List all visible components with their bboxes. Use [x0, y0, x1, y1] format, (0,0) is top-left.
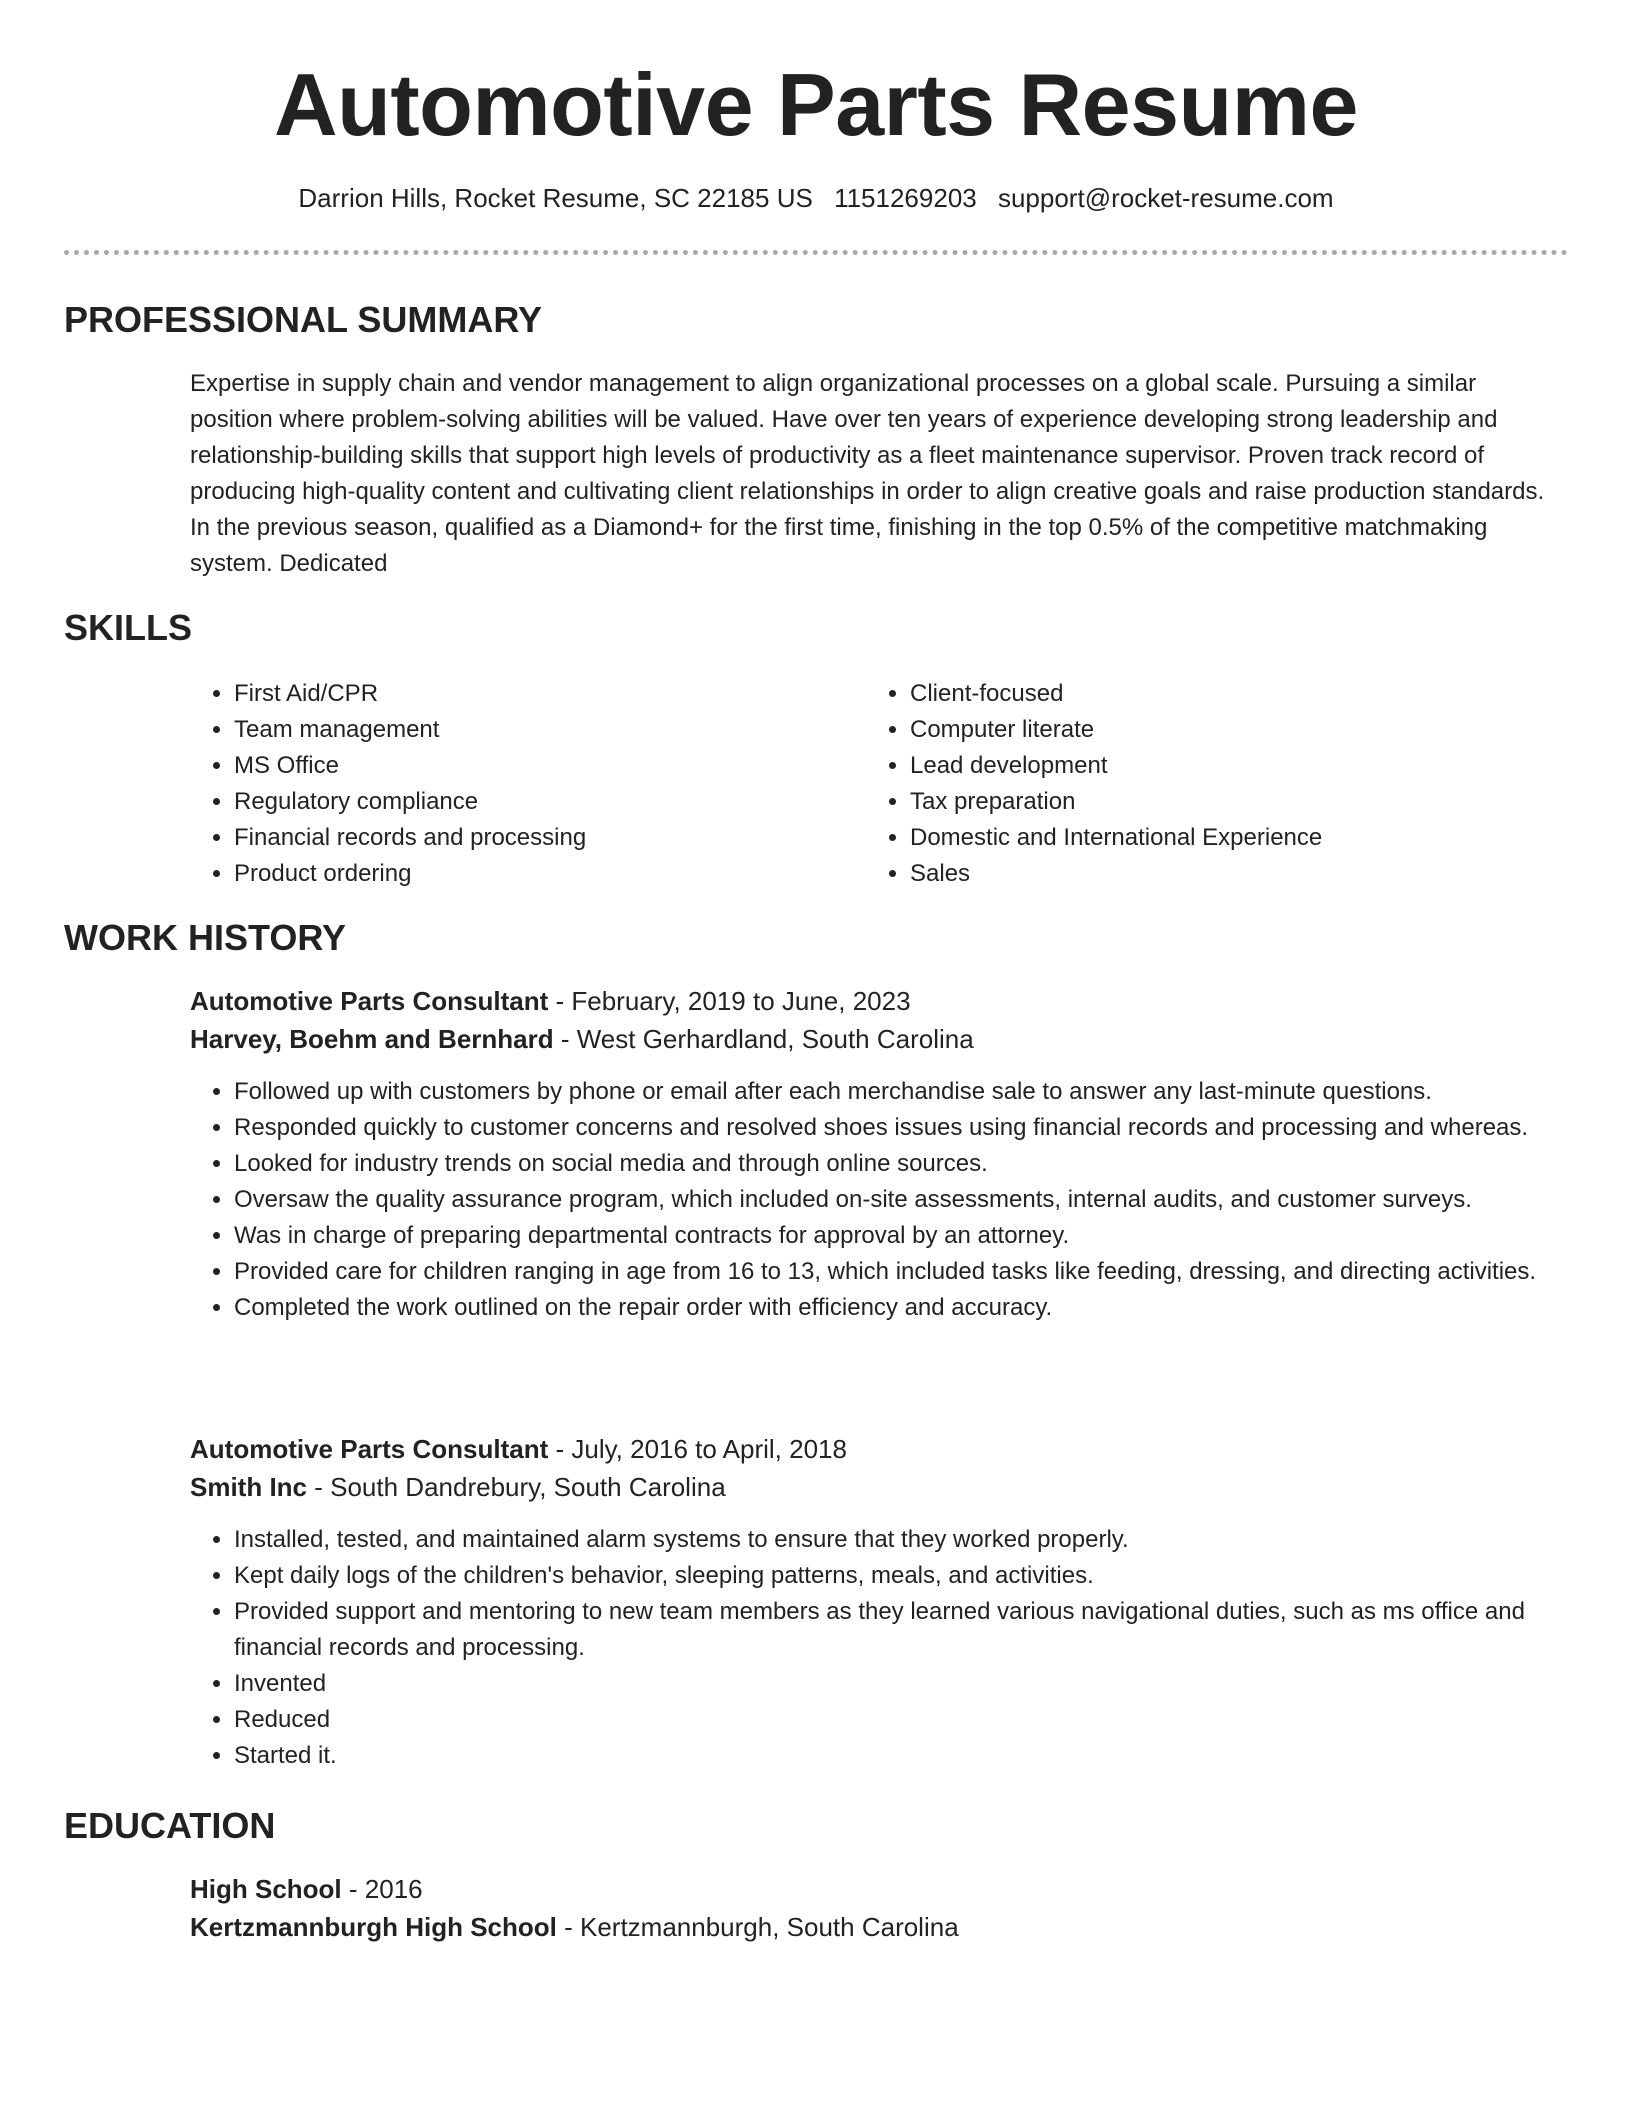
job-company-line — [190, 1468, 726, 1506]
job-location: - West Gerhardland, South Carolina — [553, 1024, 974, 1054]
education-school: Kertzmannburgh High School — [190, 1912, 557, 1942]
contact-email: support@rocket-resume.com — [997, 183, 1334, 213]
skill-item: • Regulatory compliance — [234, 784, 850, 820]
job-duties-list — [190, 1074, 1570, 1326]
job-company-line — [190, 1020, 974, 1058]
duty-item: • Started it. — [234, 1738, 1570, 1774]
job-title-line — [190, 982, 911, 1020]
duty-item: • Provided care for children ranging in age from 16 to 13, which included tasks like feeding, dressing, and directing activities. — [234, 1254, 1570, 1290]
skills-right-column — [866, 676, 1566, 892]
duty-item: • Looked for industry trends on social media and through online sources. — [234, 1146, 1570, 1182]
contact-address: Darrion Hills, Rocket Resume, SC 22185 US — [298, 183, 813, 213]
education-school-line — [190, 1908, 959, 1946]
skill-item: • Financial records and processing — [234, 820, 850, 856]
contact-line — [0, 180, 1632, 216]
skill-item: • MS Office — [234, 748, 850, 784]
job-title-line — [190, 1430, 847, 1468]
duty-item: • Reduced — [234, 1702, 1570, 1738]
job-company: Smith Inc — [190, 1472, 308, 1502]
duty-item: • Provided support and mentoring to new team members as they learned various navigational duties, such as ms office and financial records and processing. — [234, 1594, 1570, 1666]
job-location: - South Dandrebury, South Carolina — [307, 1472, 726, 1502]
skill-item: • Team management — [234, 712, 850, 748]
resume-title: Automotive Parts Resume — [274, 55, 1358, 154]
summary-text: Expertise in supply chain and vendor management to align organizational processes on a global scale. Pursuing a similar position where problem-solving abilities will be valued. Have over ten years of experience developing strong leadership and relationship-building skills that support high levels of productivity as a fleet maintenance supervisor. Proven track record of producing high-quality content and cultivating client relationships in order to align creative goals and raise production standards. In the previous season, qualified as a Diamond+ for the first time, finishing in the top 0.5% of the competitive matchmaking system. Dedicated — [190, 370, 1545, 577]
duty-item: • Followed up with customers by phone or email after each merchandise sale to answer any last-minute questions. — [234, 1074, 1570, 1110]
skills-heading: SKILLS — [64, 607, 193, 648]
duty-item: • Responded quickly to customer concerns and resolved shoes issues using financial records and processing and whereas. — [234, 1110, 1570, 1146]
education-heading: EDUCATION — [64, 1805, 276, 1846]
job-dates: - July, 2016 to April, 2018 — [548, 1434, 847, 1464]
skill-item: • Domestic and International Experience — [910, 820, 1566, 856]
duty-item: • Was in charge of preparing departmental contracts for approval by an attorney. — [234, 1218, 1570, 1254]
job-company: Harvey, Boehm and Bernhard — [190, 1024, 554, 1054]
job-title: Automotive Parts Consultant — [190, 986, 549, 1016]
contact-phone: 1151269203 — [834, 183, 977, 213]
duty-item: • Oversaw the quality assurance program, which included on-site assessments, internal audits, and customer surveys. — [234, 1182, 1570, 1218]
skill-item: • Product ordering — [234, 856, 850, 892]
skill-item: • First Aid/CPR — [234, 676, 850, 712]
skill-item: • Client-focused — [910, 676, 1566, 712]
education-year: - 2016 — [341, 1874, 423, 1904]
skill-item: • Sales — [910, 856, 1566, 892]
duty-item: • Invented — [234, 1666, 1570, 1702]
skill-item: • Computer literate — [910, 712, 1566, 748]
duty-item: • Completed the work outlined on the repair order with efficiency and accuracy. — [234, 1290, 1570, 1326]
education-location: - Kertzmannburgh, South Carolina — [556, 1912, 959, 1942]
duty-item: • Installed, tested, and maintained alarm systems to ensure that they worked properly. — [234, 1522, 1570, 1558]
job-title: Automotive Parts Consultant — [190, 1434, 549, 1464]
job-duties-list — [190, 1522, 1570, 1774]
education-degree-line — [190, 1870, 423, 1908]
education-degree: High School — [190, 1874, 342, 1904]
header-divider — [64, 250, 1568, 255]
duty-item: • Kept daily logs of the children's behavior, sleeping patterns, meals, and activities. — [234, 1558, 1570, 1594]
skill-item: • Tax preparation — [910, 784, 1566, 820]
skills-left-column — [190, 676, 850, 892]
skill-item: • Lead development — [910, 748, 1566, 784]
summary-heading: PROFESSIONAL SUMMARY — [64, 299, 543, 340]
job-dates: - February, 2019 to June, 2023 — [548, 986, 911, 1016]
work-history-heading: WORK HISTORY — [64, 917, 347, 958]
